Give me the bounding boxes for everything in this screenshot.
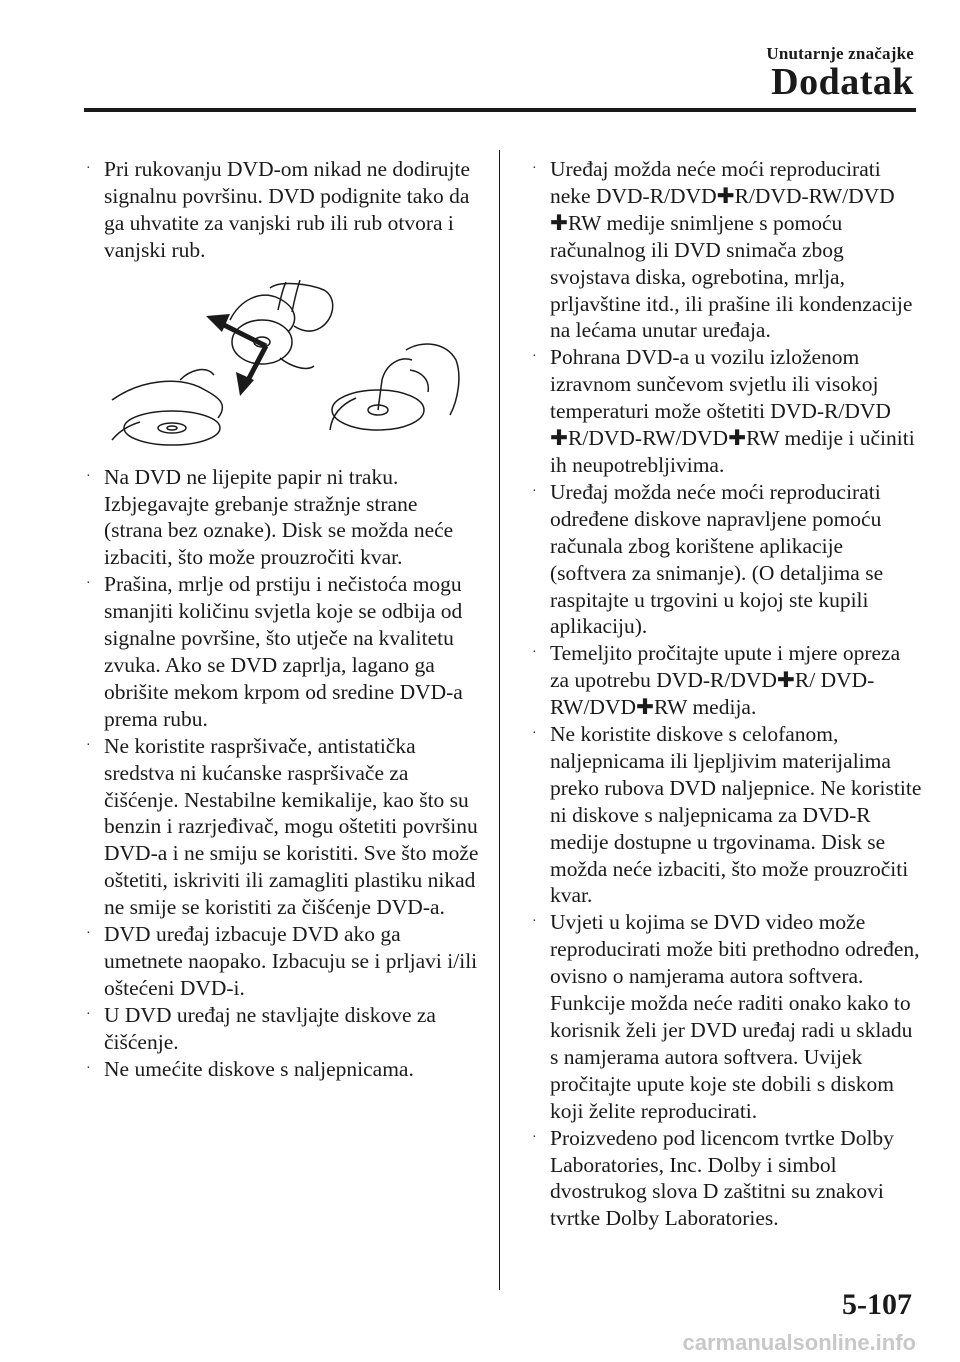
right-column bbox=[532, 156, 922, 1232]
list-item bbox=[532, 1125, 922, 1233]
list-item bbox=[86, 921, 480, 1002]
bullet: · bbox=[532, 483, 537, 499]
list-item bbox=[86, 1056, 480, 1083]
disc-left bbox=[124, 411, 220, 445]
bullet: · bbox=[86, 1006, 91, 1022]
list-item bbox=[86, 733, 480, 921]
list-item bbox=[532, 479, 922, 640]
list-item bbox=[532, 640, 922, 721]
item-text: Uređaj možda neće moći reproducirati određene diskove napravljene pomoću računala zbog korištene aplikacije (softvera za snimanje). (O detaljima se raspitajte u trgovini u kojoj ste kupili aplikaciju). bbox=[550, 479, 884, 639]
right-list bbox=[532, 156, 922, 1232]
item-text: Pohrana DVD-a u vozilu izloženom izravnom sunčevom svjetlu ili visokoj temperaturi može oštetiti DVD-R/DVD ✚R/DVD-RW/DVD✚RW medije i učiniti ih neupotrebljivima. bbox=[550, 345, 915, 477]
bullet: · bbox=[532, 1129, 537, 1145]
disc-handling-illustration bbox=[110, 280, 462, 452]
item-text: Ne koristite diskove s celofanom, naljepnicama ili ljepljivim materijalima preko rubova DVD naljepnice. Ne koristite ni diskove s naljepnicama za DVD-R medije dostupne u trgovinama. Disk se možda neće izbaciti, što može prouzročiti kvar. bbox=[550, 722, 922, 908]
item-text: Uvjeti u kojima se DVD video može reproducirati može biti prethodno određen, ovisno o namjerama autora softvera. Funkcije možda neće raditi onako kako to korisnik želi jer DVD uređaj radi u skladu s namjerama autora softvera. Uvijek pročitajte upute koje ste dobili s diskom koji želite reproducirati. bbox=[550, 910, 920, 1123]
bullet: · bbox=[532, 161, 537, 176]
bullet: · bbox=[532, 914, 537, 930]
item-text: Uređaj možda neće moći reproducirati neke DVD-R/DVD✚R/DVD-RW/DVD ✚RW medije snimljene s pomoću računalnog ili DVD snimača zbog svojstava diska, ogrebotina, mrlja, prljavštine itd., ili prašine ili kondenzacije na lećama unutar uređaja. bbox=[550, 157, 913, 343]
bullet: · bbox=[86, 1060, 91, 1076]
left-list bbox=[86, 156, 480, 264]
watermark: carmanualsonline.info bbox=[682, 1330, 916, 1355]
list-item bbox=[86, 156, 480, 264]
column-divider bbox=[499, 150, 500, 1290]
list-item bbox=[86, 464, 480, 572]
bullet: · bbox=[86, 161, 91, 176]
header-rule bbox=[84, 108, 916, 112]
bullet: · bbox=[86, 468, 91, 484]
list-item bbox=[86, 1002, 480, 1056]
bullet: · bbox=[532, 645, 537, 661]
left-column bbox=[86, 156, 480, 1082]
page-title: Dodatak bbox=[771, 61, 914, 103]
left-list-continued bbox=[86, 464, 480, 1083]
bullet: · bbox=[86, 926, 91, 942]
item-text: Proizvedeno pod licencom tvrtke Dolby Laboratories, Inc. Dolby i simbol dvostrukog slova D zaštitni su znakovi tvrtke Dolby Laboratories. bbox=[550, 1125, 894, 1231]
item-text: Pri rukovanju DVD-om nikad ne dodirujte signalnu površinu. DVD podignite tako da ga uhvatite za vanjski rub ili rub otvora i vanjski rub. bbox=[104, 157, 471, 262]
item-text: Na DVD ne lijepite papir ni traku. Izbjegavajte grebanje stražnje strane (strana bez oznake). Disk se možda neće izbaciti, što može prouzročiti kvar. bbox=[104, 464, 454, 570]
bullet: · bbox=[86, 576, 91, 592]
list-item bbox=[532, 344, 922, 479]
item-text: Temeljito pročitajte upute i mjere opreza za upotrebu DVD-R/DVD✚R/ DVD-RW/DVD✚RW medija. bbox=[550, 641, 901, 720]
item-text: DVD uređaj izbacuje DVD ako ga umetnete naopako. Izbacuju se i prljavi i/ili oštećeni DVD-i. bbox=[104, 922, 478, 1000]
list-item bbox=[532, 156, 922, 344]
bullet: · bbox=[532, 349, 537, 365]
item-text: Ne umećite diskove s naljepnicama. bbox=[104, 1056, 414, 1081]
page-number: 5-107 bbox=[842, 1288, 912, 1321]
header-section: Unutarnje značajke bbox=[766, 44, 914, 63]
item-text: U DVD uređaj ne stavljajte diskove za čišćenje. bbox=[104, 1002, 436, 1054]
bullet: · bbox=[532, 726, 537, 742]
item-text: Ne koristite raspršivače, antistatička sredstva ni kućanske raspršivače za čišćenje. Nestabilne kemikalije, kao što su benzin i razrjeđivač, mogu oštetiti površinu DVD-a i ne smiju se koristiti. Sve što može oštetiti, iskriviti ili zamagliti plastiku nikad ne smije se koristiti za čišćenje DVD-a. bbox=[104, 733, 479, 920]
list-item bbox=[532, 721, 922, 909]
list-item bbox=[86, 571, 480, 732]
bullet: · bbox=[86, 737, 91, 753]
list-item bbox=[532, 909, 922, 1124]
item-text: Prašina, mrlje od prstiju i nečistoća mogu smanjiti količinu svjetla koje se odbija od signalne površine, što utječe na kvalitetu zvuka. Ako se DVD zaprlja, lagano ga obrišite mekom krpom od sredine DVD-a prema rubu. bbox=[104, 572, 463, 731]
